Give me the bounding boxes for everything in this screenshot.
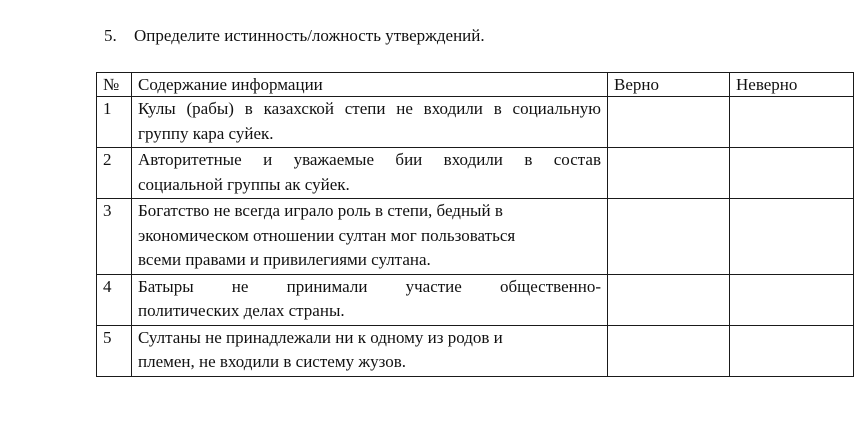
content-line: социальной группы ак суйек. <box>138 174 350 194</box>
false-answer-cell[interactable] <box>730 199 854 275</box>
row-number: 4 <box>97 274 132 325</box>
content-line: Авторитетные и уважаемые бии входили в состав <box>138 150 601 169</box>
row-number: 5 <box>97 325 132 376</box>
row-content <box>132 325 608 376</box>
table-row <box>97 325 854 376</box>
content-line: Батыры не принимали участие общественно- <box>138 276 601 296</box>
content-line: всеми правами и привилегиями султана. <box>138 250 431 269</box>
table-row <box>97 97 854 148</box>
content-line: группу кара суйек. <box>138 123 274 143</box>
table-header-row <box>97 73 854 97</box>
false-answer-cell[interactable] <box>730 97 854 148</box>
true-answer-cell[interactable] <box>608 274 730 325</box>
content-line: экономическом отношении султан мог пользоваться <box>138 225 516 245</box>
row-content <box>132 199 608 275</box>
row-number: 2 <box>97 148 132 199</box>
true-answer-cell[interactable] <box>608 97 730 148</box>
false-answer-cell[interactable] <box>730 148 854 199</box>
table-row <box>97 148 854 199</box>
task-instruction: Определите истинность/ложность утверждений. <box>134 26 485 45</box>
content-line: племен, не входили в систему жузов. <box>138 352 406 371</box>
content-line: Богатство не всегда играло роль в степи, бедный в <box>138 201 503 220</box>
header-content: Содержание информации <box>132 73 608 97</box>
row-content <box>132 148 608 199</box>
content-line: Кулы (рабы) в казахской степи не входили в социальную <box>138 99 601 118</box>
false-answer-cell[interactable] <box>730 274 854 325</box>
row-number: 1 <box>97 97 132 148</box>
row-number: 3 <box>97 199 132 275</box>
false-answer-cell[interactable] <box>730 325 854 376</box>
task-heading <box>104 26 485 46</box>
header-true: Верно <box>608 73 730 97</box>
true-answer-cell[interactable] <box>608 325 730 376</box>
table-row <box>97 274 854 325</box>
true-answer-cell[interactable] <box>608 199 730 275</box>
content-line: политических делах страны. <box>138 301 345 320</box>
task-number: 5. <box>104 26 117 45</box>
header-false: Неверно <box>730 73 854 97</box>
content-line: Султаны не принадлежали ни к одному из родов и <box>138 327 503 347</box>
header-number: № <box>97 73 132 97</box>
statements-table <box>96 72 854 377</box>
true-answer-cell[interactable] <box>608 148 730 199</box>
table-row <box>97 199 854 275</box>
row-content <box>132 97 608 148</box>
row-content <box>132 274 608 325</box>
